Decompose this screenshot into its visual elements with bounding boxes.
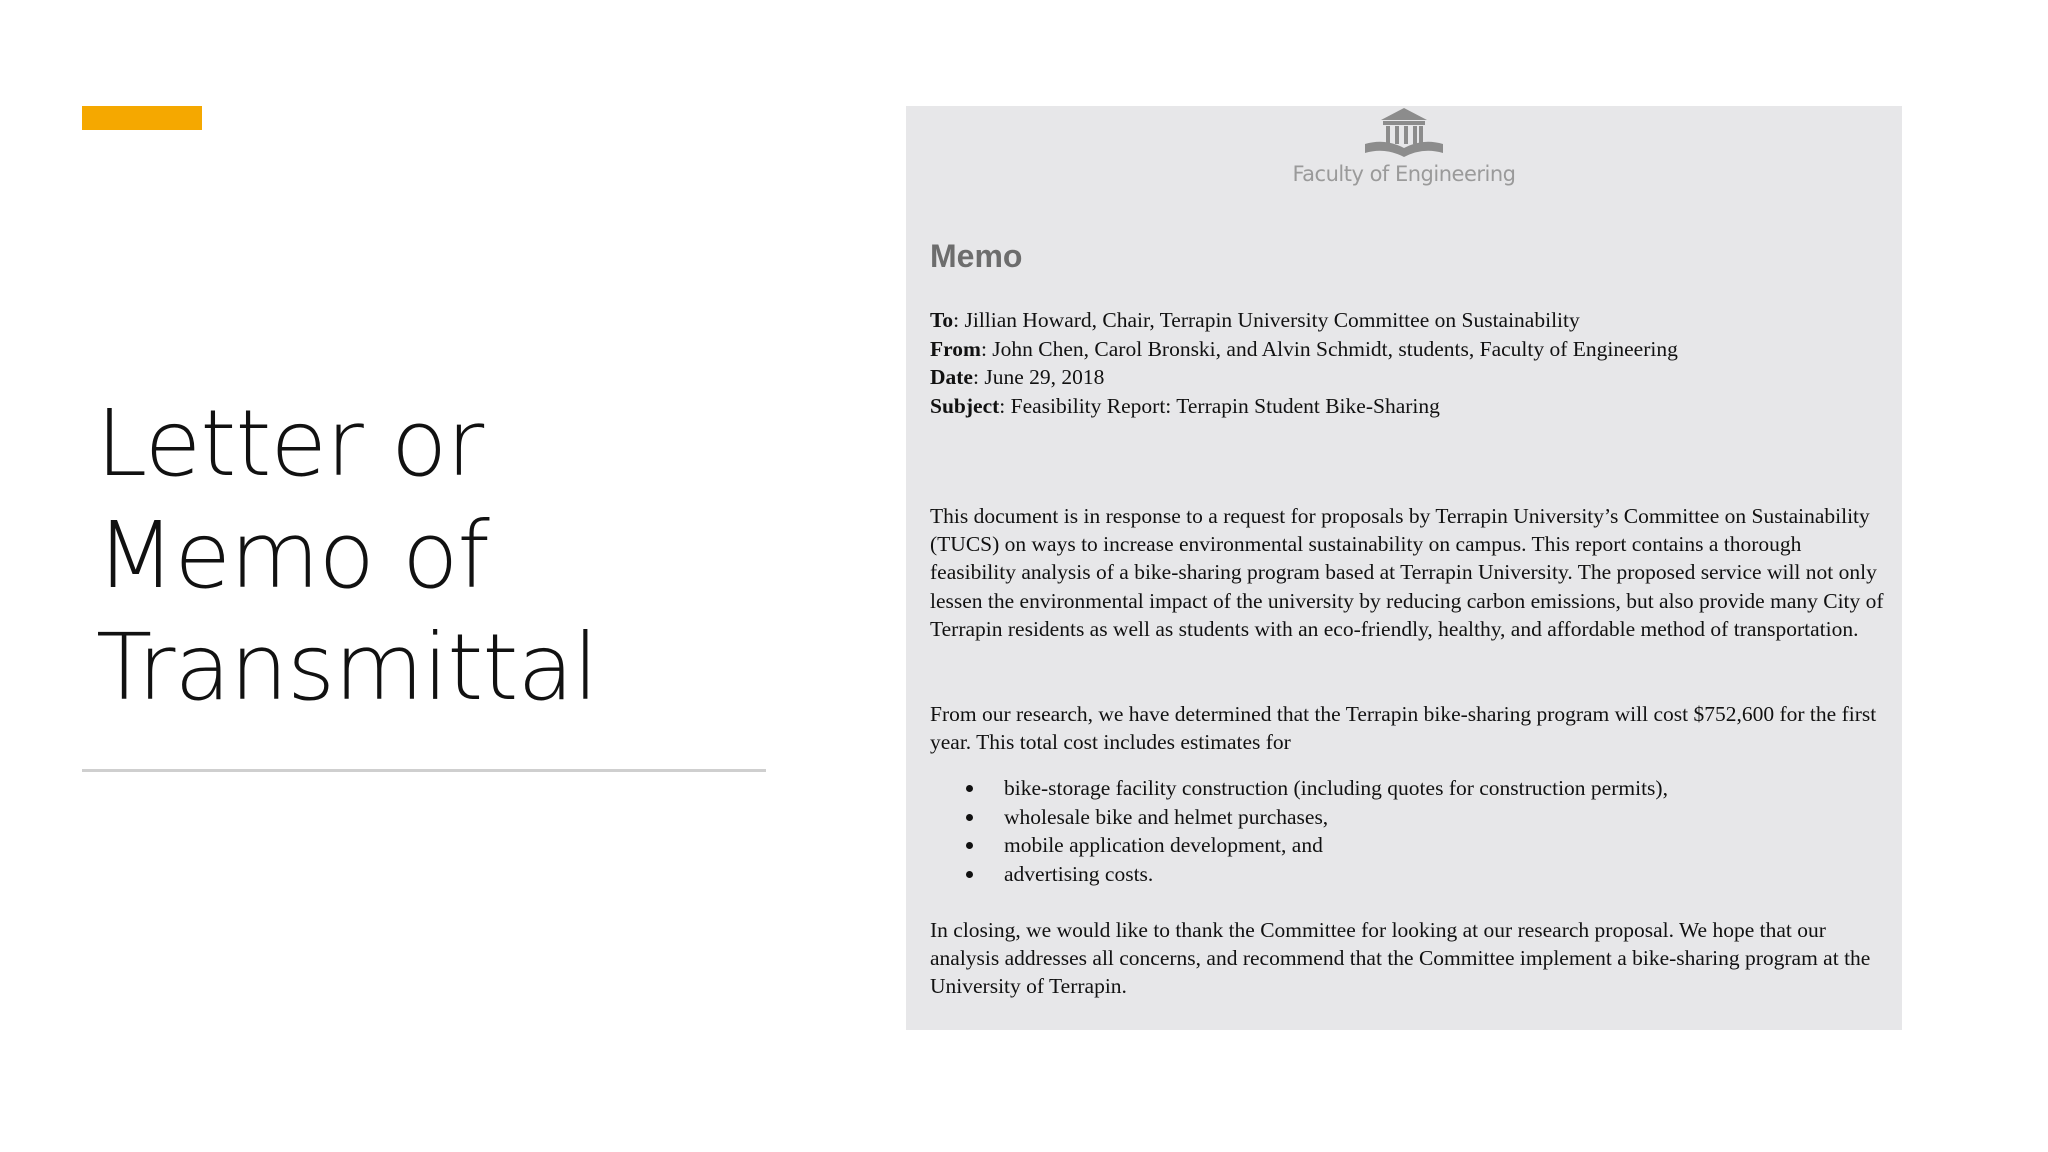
bullet-icon: [966, 814, 973, 821]
building-book-icon: [1359, 106, 1449, 160]
list-item-text: mobile application development, and: [1004, 833, 1323, 857]
memo-paragraph-closing: In closing, we would like to thank the Committee for looking at our research proposal. We hope that our analysis addresses all concerns, and recommend that the Committee implement a bike-sharing program at the University of Terrapin.: [930, 918, 1871, 999]
slide-title-line-1: Letter or: [96, 390, 484, 497]
memo-paragraph-cost: From our research, we have determined that the Terrapin bike-sharing program will cost $752,600 for the first year. This total cost includes estimates for: [930, 702, 1877, 755]
meta-value: : Jillian Howard, Chair, Terrapin University Committee on Sustainability: [953, 308, 1580, 332]
meta-label: Subject: [930, 393, 1000, 418]
slide-title-line-2: Memo of: [96, 502, 489, 609]
logo-text: Faculty of Engineering: [1292, 162, 1516, 186]
list-item-text: bike-storage facility construction (including quotes for construction permits),: [1004, 776, 1668, 800]
slide-title: [96, 388, 736, 724]
slide-title-line-3: Transmittal: [96, 614, 598, 721]
cost-estimate-list: [930, 774, 1668, 888]
meta-from: [930, 335, 1890, 364]
bullet-icon: [966, 785, 973, 792]
meta-subject: [930, 392, 1890, 421]
accent-bar: [82, 106, 202, 130]
bullet-icon: [966, 871, 973, 878]
list-item-text: advertising costs.: [1004, 861, 1154, 886]
list-item: [930, 860, 1668, 889]
list-item-text: wholesale bike and helmet purchases,: [1004, 804, 1329, 829]
memo-document: [906, 106, 1902, 1030]
faculty-logo: [906, 106, 1902, 186]
title-divider: [82, 769, 766, 772]
memo-paragraph-intro: This document is in response to a request for proposals by Terrapin University’s Committee on Sustainability (TUCS) on ways to increase environmental sustainability on campus. This report contains a thorough feasibility analysis of a bike-sharing program based at Terrapin University. The proposed service will not only lessen the environmental impact of the university by reducing carbon emissions, but also provide many City of Terrapin residents as well as students with an eco-friendly, healthy, and affordable method of transportation.: [930, 504, 1884, 641]
meta-date: [930, 363, 1890, 392]
list-item: [930, 803, 1668, 832]
meta-value: : Feasibility Report: Terrapin Student Bike-Sharing: [999, 393, 1440, 418]
meta-to: [930, 306, 1890, 335]
memo-heading: Memo: [930, 238, 1023, 274]
meta-label: From: [930, 336, 981, 361]
meta-label: To: [930, 308, 954, 332]
bullet-icon: [966, 842, 973, 849]
meta-value: : June 29, 2018: [972, 365, 1105, 389]
meta-value: : John Chen, Carol Bronski, and Alvin Schmidt, students, Faculty of Engineering: [980, 336, 1678, 361]
list-item: [930, 831, 1668, 860]
memo-meta: [930, 306, 1890, 420]
meta-label: Date: [930, 365, 973, 389]
list-item: [930, 774, 1668, 803]
